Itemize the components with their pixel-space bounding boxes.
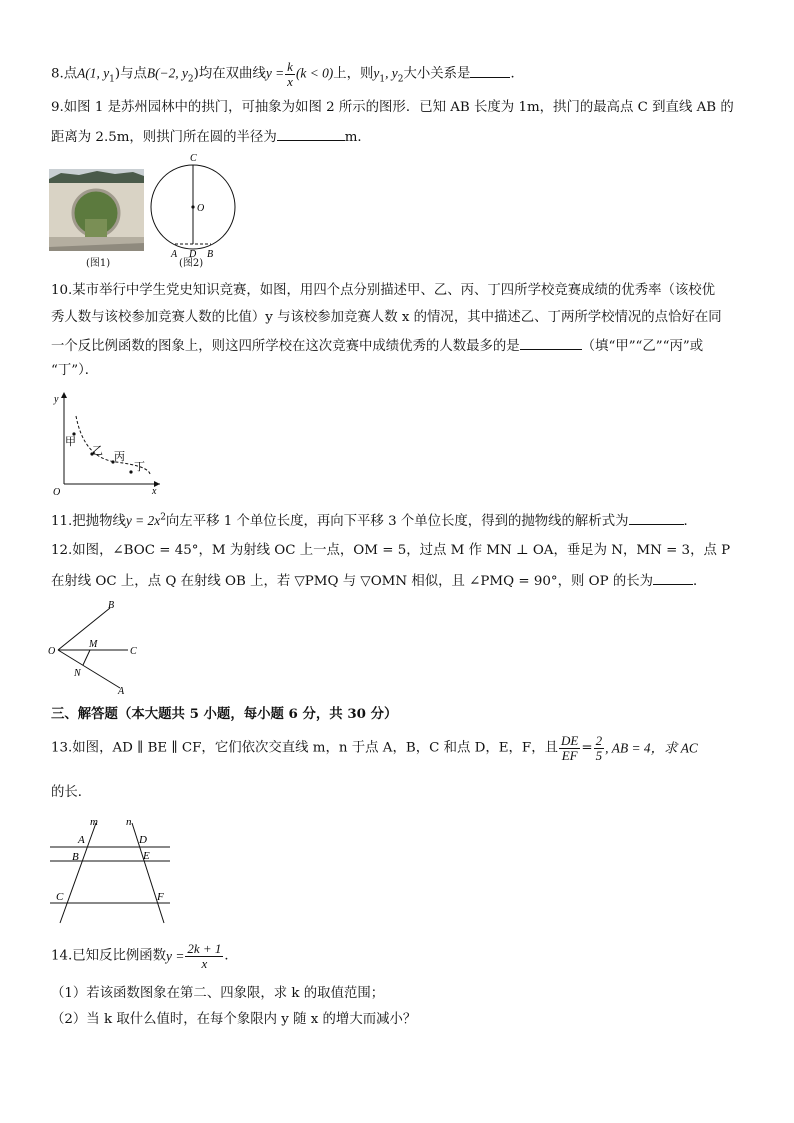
label-C: C: [56, 891, 64, 903]
q12-line1: 12.如图，∠BOC = 45°，M 为射线 OC 上一点，OM = 5，过点 M 作 MN ⊥ OA，垂足为 N，MN = 3，点 P: [51, 543, 731, 558]
label-D: D: [139, 834, 147, 846]
point-bing: 丙: [114, 451, 125, 463]
q9-caption1: (图1): [86, 258, 111, 269]
label-A: A: [118, 686, 125, 697]
origin-label: O: [53, 487, 61, 498]
q9-line2: 距离为 2.5m，则拱门所在圆的半径为 m．: [51, 130, 371, 145]
label-O: O: [48, 646, 56, 657]
label-O: O: [197, 203, 205, 214]
q12-figure: [46, 596, 146, 698]
label-D: D: [189, 249, 197, 260]
q13-figure: [46, 811, 176, 926]
q10-answer-blank[interactable]: [520, 337, 582, 350]
point-ding: 丁: [134, 461, 145, 473]
axis-y-label: y: [54, 394, 59, 405]
label-B: B: [72, 851, 79, 863]
label-B: B: [108, 600, 115, 611]
q11-answer-blank[interactable]: [629, 512, 684, 525]
q9-figure2-circle: [146, 150, 246, 265]
q8-fraction: $\frac{k}{x}$: [287, 59, 293, 89]
label-B: B: [207, 249, 214, 260]
label-E: E: [143, 850, 150, 862]
point-jia: 甲: [65, 436, 76, 448]
label-F: F: [157, 891, 164, 903]
q13-line1: 13.如图，AD ∥ BE ∥ CF，它们依次交直线 m，n 于点 A，B，C 和点 D，E，F，且 $\frac{DE}{EF}$ = $\frac{2}{5}$ , AB = 4，求 AC: [51, 733, 698, 763]
section-3-heading: 三、解答题（本大题共 5 小题，每小题 6 分，共 30 分）: [51, 706, 398, 722]
q10-line4: “丁”）．: [51, 363, 99, 378]
q14-fraction: $\frac{2k + 1}{x}$: [187, 941, 222, 971]
q8-answer-blank[interactable]: [470, 65, 510, 78]
label-N: N: [74, 668, 81, 679]
label-n: n: [126, 816, 132, 828]
q14-part1: （1）若该函数图象在第二、四象限，求 k 的取值范围；: [51, 986, 385, 1001]
q10-graph: [46, 388, 166, 498]
q14-line1: 14.已知反比例函数y = $\frac{2k + 1}{x}$ ．: [51, 941, 238, 971]
q14-part2: （2）当 k 取什么值时，在每个象限内 y 随 x 的增大而减小？: [51, 1012, 417, 1027]
label-A: A: [171, 249, 178, 260]
q13-fraction-de-ef: $\frac{DE}{EF}$: [561, 733, 579, 763]
label-A: A: [78, 834, 85, 846]
q8-text: 8.点A(1, $y_1$)与点B(−2, $y_2$)均在双曲线y = $\frac{k}{x}$ (k < 0)上，则$y_1$, $y_2$大小关系是 ．: [51, 59, 524, 89]
q13-fraction-2-5: $\frac{2}{5}$: [595, 733, 603, 763]
q9-line1: 9.如图 1 是苏州园林中的拱门，可抽象为如图 2 所示的图形．已知 AB 长度为 1m，拱门的最高点 C 到直线 AB 的: [51, 100, 734, 115]
q11-text: 11.把抛物线$y = 2x^2$向左平移 1 个单位长度，再向下平移 3 个单位长度，得到的抛物线的解析式为 ．: [51, 512, 697, 529]
q10-line2: 秀人数与该校参加竞赛人数的比值）y 与该校参加竞赛人数 x 的情况，其中描述乙、丁两所学校情况的点恰好在同: [51, 310, 722, 325]
q9-figure1-gate-photo: [49, 169, 144, 251]
q13-line2: 的长．: [51, 785, 92, 800]
q9-caption2: (图2): [179, 258, 204, 269]
q12-answer-blank[interactable]: [653, 572, 693, 585]
q10-line3: 一个反比例函数的图象上，则这四所学校在这次竞赛中成绩优秀的人数最多的是 （填“甲”“乙”“丙”或: [51, 339, 704, 354]
q12-line2: 在射线 OC 上，点 Q 在射线 OB 上，若 ▽PMQ 与 ▽OMN 相似，且 ∠PMQ = 90°，则 OP 的长为 ．: [51, 574, 707, 589]
q10-line1: 10.某市举行中学生党史知识竞赛，如图，用四个点分别描述甲、乙、丙、丁四所学校竞赛成绩的优秀率（该校优: [51, 283, 716, 298]
label-m: m: [90, 816, 98, 828]
axis-x-label: x: [152, 486, 157, 497]
point-yi: 乙: [92, 445, 103, 457]
label-C: C: [130, 646, 137, 657]
q9-answer-blank[interactable]: [277, 128, 345, 141]
label-M: M: [89, 639, 98, 650]
label-C: C: [190, 153, 197, 164]
